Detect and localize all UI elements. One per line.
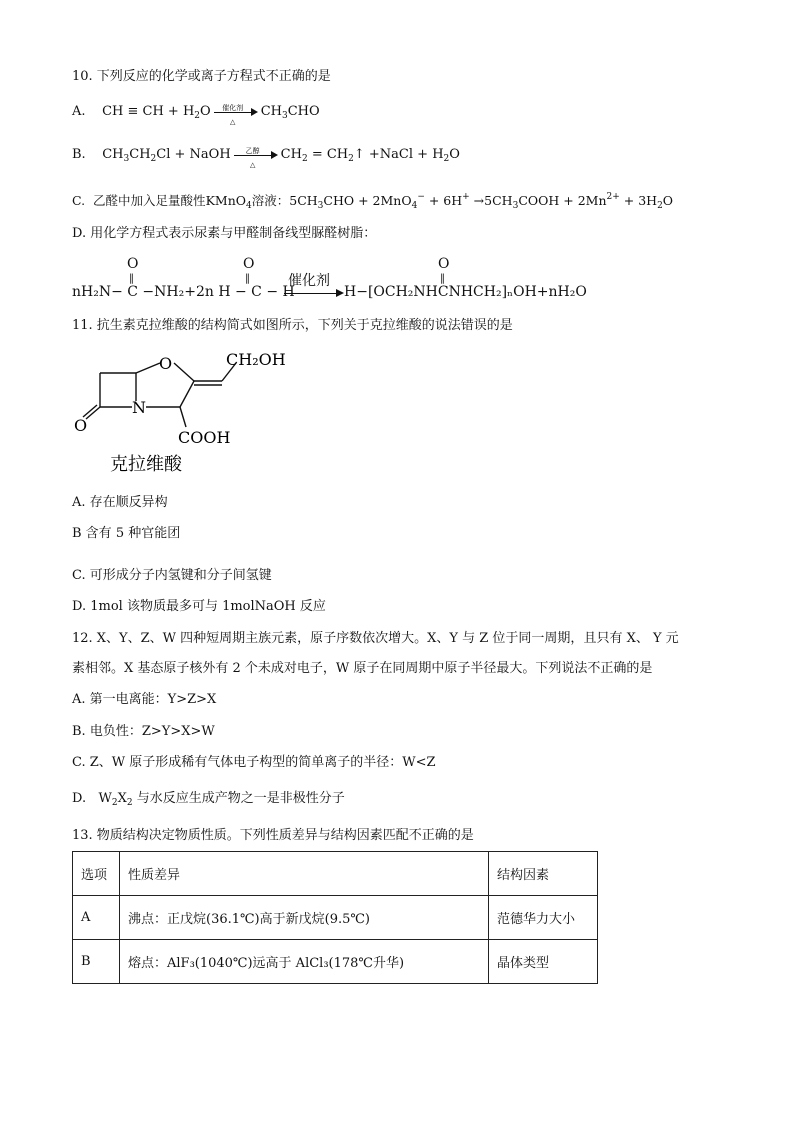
superscript: + bbox=[462, 192, 470, 202]
option-text: 乙醛中加入足量酸性 bbox=[93, 193, 206, 208]
property-structure-table bbox=[72, 851, 598, 984]
cell-factor: 范德华力大小 bbox=[489, 896, 598, 940]
subscript: 3 bbox=[317, 201, 324, 211]
urea-equation bbox=[72, 256, 612, 302]
subscript: 2 bbox=[301, 154, 308, 164]
carbonyl-o-3: O bbox=[438, 256, 450, 272]
reaction-arrow bbox=[234, 146, 278, 169]
arrow-condition-bottom: △ bbox=[229, 117, 236, 126]
subscript: 3 bbox=[281, 111, 288, 121]
q10-option-a bbox=[72, 103, 320, 125]
q10-option-c bbox=[72, 188, 673, 215]
equation-left: nH₂N− C −NH₂+2n H − C − H bbox=[72, 284, 295, 300]
option-text: 溶液： bbox=[251, 193, 290, 208]
table-row bbox=[73, 896, 598, 940]
subscript: 2 bbox=[657, 201, 663, 211]
clavulanic-acid-structure bbox=[70, 345, 310, 475]
equation-part: Cl + NaOH bbox=[156, 147, 231, 162]
equation-part: →5CH bbox=[469, 193, 513, 208]
keto-oxygen: O bbox=[74, 416, 88, 435]
header-option: 选项 bbox=[73, 852, 120, 896]
q10-option-d bbox=[72, 225, 376, 243]
subscript: 4 bbox=[246, 201, 252, 211]
q11-stem: 11. 抗生素克拉维酸的结构简式如图所示，下列关于克拉维酸的说法错误的是 bbox=[72, 318, 513, 333]
carbonyl-bond-3: ‖ bbox=[440, 273, 445, 284]
carbonyl-bond-2: ‖ bbox=[245, 273, 250, 284]
cell-option: A bbox=[73, 896, 120, 940]
subscript: 2 bbox=[126, 798, 133, 808]
q11-option-c: C. 可形成分子内氢键和分子间氢键 bbox=[72, 568, 272, 583]
equation-part: CHO bbox=[287, 104, 320, 119]
equation-part: CH bbox=[102, 147, 124, 162]
q13-stem: 13. 物质结构决定物质性质。下列性质差异与结构因素匹配不正确的是 bbox=[72, 828, 474, 843]
equation-part: ↑ +NaCl + H bbox=[353, 147, 444, 162]
q11-option-d: D. 1mol 该物质最多可与 1molNaOH 反应 bbox=[72, 599, 326, 614]
option-text: 与水反应生成产物之一是非极性分子 bbox=[136, 791, 345, 806]
hydroxymethyl-group: CH₂OH bbox=[226, 350, 286, 369]
carbonyl-o-1: O bbox=[127, 256, 139, 272]
ring-oxygen: O bbox=[159, 354, 173, 373]
option-label: A. bbox=[72, 104, 86, 119]
q12-stem-line1: 12. X、Y、Z、W 四种短周期主族元素，原子序数依次增大。X、Y 与 Z 位于同一周期，且只有 X、 Y 元 bbox=[72, 631, 679, 646]
arrow-condition-bottom: △ bbox=[249, 160, 256, 169]
subscript: 2 bbox=[348, 154, 354, 164]
ring-nitrogen: N bbox=[132, 398, 146, 417]
q10-option-b bbox=[72, 146, 460, 168]
subscript: 3 bbox=[123, 154, 130, 164]
equation-part: O bbox=[200, 104, 211, 119]
compound-name: 克拉维酸 bbox=[110, 454, 182, 475]
q11-option-b: B 含有 5 种官能团 bbox=[72, 526, 181, 541]
subscript: 4 bbox=[411, 201, 418, 211]
q12-option-d bbox=[72, 790, 345, 812]
formula-part: W bbox=[98, 791, 112, 806]
equation-part: KMnO bbox=[205, 193, 246, 208]
equation-right: H−[OCH₂NHCNHCH₂]ₙOH+nH₂O bbox=[344, 284, 587, 300]
subscript: 2 bbox=[443, 154, 450, 164]
equation-part: = CH bbox=[307, 147, 349, 162]
equation-part: CH bbox=[280, 147, 302, 162]
header-property: 性质差异 bbox=[120, 852, 489, 896]
equation-part: CH bbox=[129, 147, 151, 162]
cell-option: B bbox=[73, 940, 120, 984]
formula-part: X bbox=[117, 791, 127, 806]
subscript: 3 bbox=[512, 201, 519, 211]
q12-option-c: C. Z、W 原子形成稀有气体电子构型的简单离子的半径：W<Z bbox=[72, 755, 436, 770]
option-label: D. bbox=[72, 226, 87, 241]
equation-part: O bbox=[449, 147, 460, 162]
equation-part: CH ≡ CH + H bbox=[102, 104, 195, 119]
superscript: 2+ bbox=[606, 192, 620, 202]
equation-part: + 6H bbox=[424, 193, 463, 208]
subscript: 2 bbox=[194, 111, 201, 121]
q12-stem-line2: 素相邻。X 基态原子核外有 2 个未成对电子，W 原子在同周期中原子半径最大。下列说法不正确的是 bbox=[72, 661, 653, 676]
table-row bbox=[73, 940, 598, 984]
cell-property: 熔点：AlF₃(1040℃)远高于 AlCl₃(178℃升华) bbox=[120, 940, 489, 984]
equation-part: O bbox=[662, 193, 674, 208]
equation-part: COOH + 2Mn bbox=[518, 193, 607, 208]
option-label: D. bbox=[72, 791, 87, 806]
equation-part: CHO + 2MnO bbox=[323, 193, 412, 208]
equation-part: + 3H bbox=[619, 193, 658, 208]
reaction-arrow bbox=[284, 273, 344, 300]
q11-option-a: A. 存在顺反异构 bbox=[72, 495, 168, 510]
equation-part: 5CH bbox=[289, 193, 318, 208]
q10-stem: 10. 下列反应的化学或离子方程式不正确的是 bbox=[72, 69, 331, 84]
equation-part: CH bbox=[260, 104, 282, 119]
carbonyl-bond-1: ‖ bbox=[129, 273, 134, 284]
superscript: − bbox=[417, 192, 425, 202]
option-label: B. bbox=[72, 147, 86, 162]
subscript: 2 bbox=[111, 798, 118, 808]
carboxyl-group: COOH bbox=[178, 428, 231, 447]
reaction-arrow bbox=[214, 103, 258, 126]
q12-option-a: A. 第一电离能：Y>Z>X bbox=[72, 692, 217, 707]
arrow-condition-top: 乙醇 bbox=[245, 146, 260, 155]
option-text: 用化学方程式表示尿素与甲醛制备线型脲醛树脂： bbox=[90, 226, 377, 241]
cell-property: 沸点：正戊烷(36.1℃)高于新戊烷(9.5℃) bbox=[120, 896, 489, 940]
q12-option-b: B. 电负性：Z>Y>X>W bbox=[72, 724, 215, 739]
table-header-row bbox=[73, 852, 598, 896]
arrow-condition-top: 催化剂 bbox=[222, 103, 244, 112]
header-factor: 结构因素 bbox=[489, 852, 598, 896]
carbonyl-o-2: O bbox=[243, 256, 255, 272]
subscript: 2 bbox=[150, 154, 157, 164]
cell-factor: 晶体类型 bbox=[489, 940, 598, 984]
option-label: C. bbox=[72, 193, 86, 208]
arrow-condition: 催化剂 bbox=[288, 273, 330, 289]
